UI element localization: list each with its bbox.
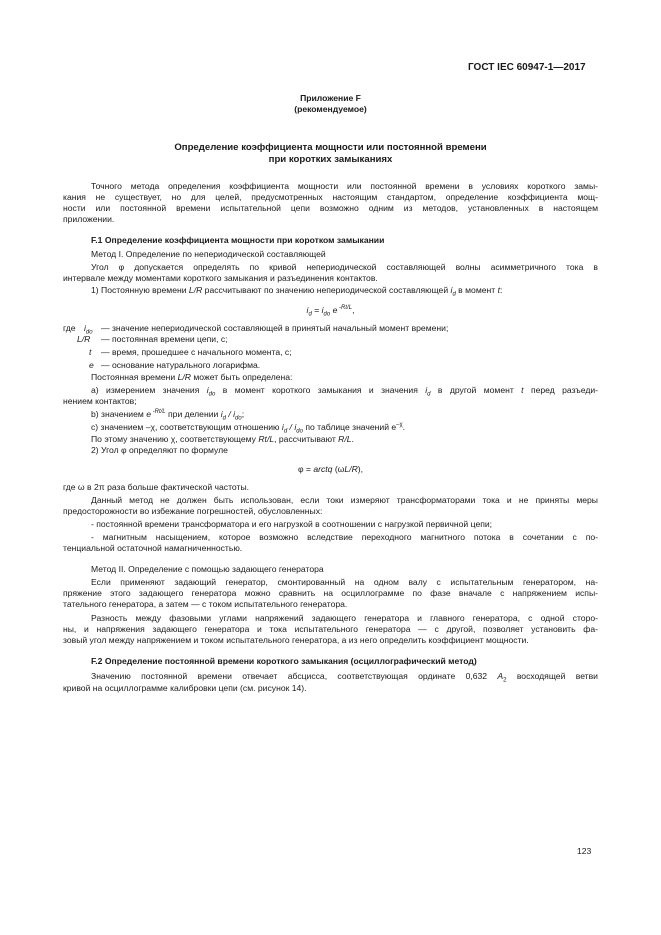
formula-1: $i_d = i_{do}$ e $^{-Rt/L}$, xyxy=(306,305,355,318)
method-1-para-line-1: Угол φ допускается определять по кривой непериодической составляющей волны асимметричного тока в xyxy=(91,262,598,272)
intro-line-4: приложении. xyxy=(63,214,115,224)
def-1-symbol: $i_{do}$ xyxy=(84,323,93,336)
annex-title: Приложение F xyxy=(300,93,361,103)
caution-para-line-2: предосторожности во избежание погрешностей, обусловленных: xyxy=(63,506,323,516)
option-b: b) значением e $^{-Rt/L}$ при делении $i_d / i_{do}$; xyxy=(91,409,245,422)
step-1-text: 1) Постоянную времени L/R рассчитывают по значению непериодической составляющей $i_d$ в момент t: xyxy=(91,285,503,298)
standard-designation: ГОСТ IEC 60947-1—2017 xyxy=(468,62,586,73)
chi-calculation: По этому значению χ, соответствующему Rt/L, рассчитывают R/L. xyxy=(91,434,354,444)
intro-line-1: Точного метода определения коэффициента мощности или постоянной времени в условиях короткого замы- xyxy=(91,181,598,191)
section-f2-heading: F.2 Определение постоянной времени короткого замыкания (осциллографический метод) xyxy=(91,656,477,666)
def-2-text: — постоянная времени цепи, с; xyxy=(101,334,228,344)
option-a-line-2: нением контактов; xyxy=(63,396,137,406)
option-a-line-1: a) измерением значения $i_{do}$ в момент короткого замыкания и значения $i_d$ в другой момент t перед разъеди- xyxy=(91,385,598,396)
intro-line-2: кания не существует, но для целей, предусмотренных настоящим стандартом, определение коэффициента мощ- xyxy=(63,192,598,202)
main-title-line-1: Определение коэффициента мощности или постоянной времени xyxy=(174,142,487,153)
def-3-symbol: t xyxy=(89,347,92,357)
def-4-symbol: e xyxy=(89,360,94,370)
phase-diff-line-3: зовый угол между напряжением и током испытательного генератора, а из него определить коэффициент мощности. xyxy=(63,635,529,645)
intro-line-3: ности или постоянной времени испытательной цепи возможно одним из методов, установленных в настоящем xyxy=(63,203,598,213)
def-4-text: — основание натурального логарифма. xyxy=(101,360,261,370)
def-2-symbol: L/R xyxy=(77,334,91,344)
main-title-line-2: при коротких замыканиях xyxy=(268,154,393,165)
method-1-title: Метод I. Определение по непериодической составляющей xyxy=(91,249,326,259)
method-2-para-line-1: Если применяют задающий генератор, смонтированный на одном валу с испытательным генератором, на- xyxy=(91,577,598,587)
def-1-text: — значение непериодической составляющей в принятый начальный момент времени; xyxy=(101,323,449,333)
formula-2: φ = arctq (ωL/R), xyxy=(297,464,364,474)
annex-status: (рекомендуемое) xyxy=(294,104,367,114)
phase-diff-line-2: ны, и напряжения задающего генератора и тока испытательного генератора — с другой, позволяет установить фа- xyxy=(63,624,598,634)
option-c: c) значением –χ, соответствующим отношению $i_d / i_{do}$ по таблице значений $e^{-\chi}$. xyxy=(91,422,406,435)
phase-diff-line-1: Разность между фазовыми углами напряжений задающего генератора и главного генератора, с одной сторо- xyxy=(91,613,598,623)
method-2-para-line-3: тательного генератора, а затем — с током испытательного генератора. xyxy=(63,599,348,609)
caution-para-line-1: Данный метод не должен быть использован, если токи измеряют трансформаторами тока и не приняты меры xyxy=(91,495,598,505)
page-number: 123 xyxy=(577,846,592,856)
step-2-text: 2) Угол φ определяют по формуле xyxy=(91,445,228,455)
where-omega: где ω в 2π раза больше фактической частоты. xyxy=(63,482,250,492)
def-3-text: — время, прошедшее с начального момента, с; xyxy=(101,347,292,357)
method-1-para-line-2: интервале между моментами короткого замыкания и разъединения контактов. xyxy=(63,273,378,283)
method-2-para-line-2: пряжение этого задающего генератора можно сравнить на осциллограмме по фазе вначале с напряжением испы- xyxy=(63,588,598,598)
time-constant-intro: Постоянная времени L/R может быть определена: xyxy=(91,372,293,382)
bullet-2-line-2: тенциальной остаточной намагниченностью. xyxy=(63,543,243,553)
f2-para-line-1: Значению постоянной времени отвечает абсцисса, соответствующая ординате 0,632 $A_2$ восходящей ветви xyxy=(91,671,598,682)
method-2-title: Метод II. Определение с помощью задающего генератора xyxy=(91,564,324,574)
section-f1-heading: F.1 Определение коэффициента мощности при коротком замыкании xyxy=(91,235,385,245)
where-label: где xyxy=(63,323,76,333)
bullet-1: - постоянной времени трансформатора и его нагрузкой в соотношении с нагрузкой первичной цепи; xyxy=(91,519,493,529)
f2-para-line-2: кривой на осциллограмме калибровки цепи (см. рисунок 14). xyxy=(63,683,307,693)
bullet-2-line-1: - магнитным насыщением, которое возможно вследствие переходного магнитного потока в сочетании с по- xyxy=(91,532,598,542)
